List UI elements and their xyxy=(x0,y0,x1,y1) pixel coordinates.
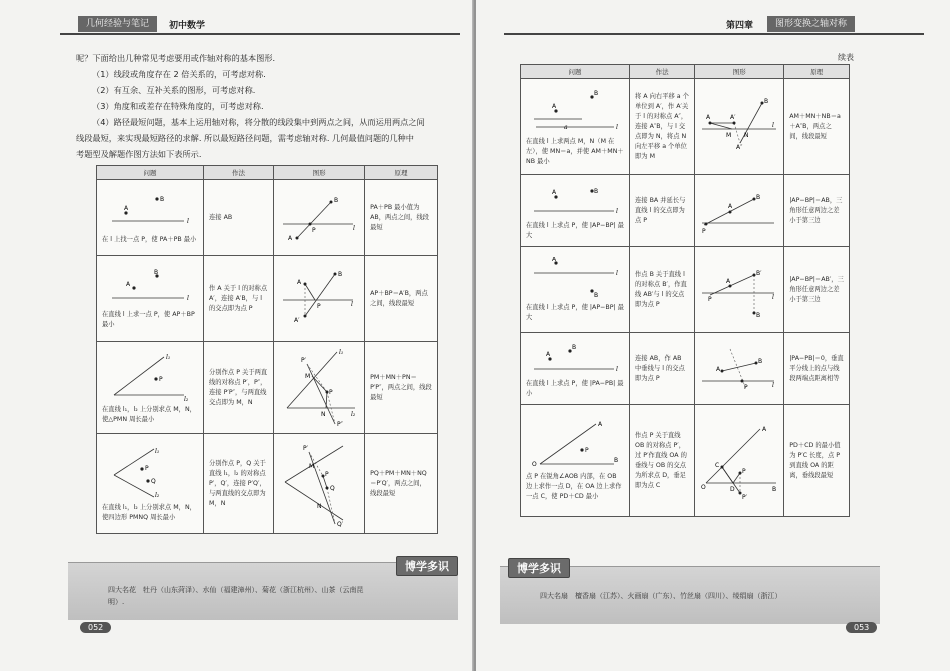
principle-text: PM＋MN＋PN＝P′P″，两点之间，线段最短 xyxy=(365,342,438,434)
svg-text:B: B xyxy=(614,456,619,464)
figure-cell xyxy=(274,256,365,342)
svg-text:A: A xyxy=(552,256,557,263)
figure-cell xyxy=(274,180,365,256)
problem-figure xyxy=(526,339,624,375)
problem-figure xyxy=(526,257,624,299)
solution-figure xyxy=(700,183,778,239)
problem-text: 在直线 l 上求点 P，使 |PA−PB| 最小 xyxy=(526,379,624,397)
principle-text: PD＋CD 的最小值为 P′C 长度，点 P 到直线 OA 的距离，垂线段最短 xyxy=(784,405,850,517)
svg-text:B: B xyxy=(756,311,761,319)
svg-text:A: A xyxy=(706,113,711,121)
svg-text:B: B xyxy=(756,193,761,201)
svg-text:l: l xyxy=(616,207,618,215)
svg-text:P: P xyxy=(325,470,329,478)
solution-figure xyxy=(279,188,359,248)
svg-text:P: P xyxy=(742,467,746,475)
left-method-table xyxy=(96,165,438,534)
svg-text:l: l xyxy=(772,121,775,129)
svg-text:A′: A′ xyxy=(730,113,736,121)
intro-line: （4）路径最短问题，基本上运用轴对称，将分散的线段集中到两点之间，从而运用两点之间 xyxy=(92,117,425,127)
left-page xyxy=(0,0,474,671)
right-page xyxy=(476,0,950,671)
left-header-rule xyxy=(60,33,460,35)
svg-text:M: M xyxy=(726,131,732,139)
figure-cell xyxy=(274,434,365,534)
svg-text:l: l xyxy=(616,123,618,131)
problem-cell xyxy=(97,342,204,434)
table-row xyxy=(97,180,438,256)
right-chapter: 第四章 xyxy=(726,20,754,31)
right-chapter-title: 图形变换之轴对称 xyxy=(767,16,855,32)
svg-text:M: M xyxy=(305,372,311,380)
table-row xyxy=(521,333,850,405)
svg-text:B: B xyxy=(572,343,577,351)
col-header-problem: 问题 xyxy=(97,166,204,180)
svg-text:B: B xyxy=(594,291,599,299)
left-header-subject: 初中数学 xyxy=(169,20,206,31)
svg-text:M: M xyxy=(309,462,315,470)
table-row xyxy=(521,247,850,333)
left-header-tab: 几何经验与笔记 xyxy=(78,16,157,32)
svg-text:l: l xyxy=(616,365,618,373)
table-row xyxy=(521,175,850,247)
method-text: 作点 B 关于直线 l 的对称点 B′，作直线 AB′与 l 的交点即为点 P xyxy=(630,247,695,333)
method-text: 连接 AB，作 AB 中垂线与 l 的交点即为点 P xyxy=(630,333,695,405)
svg-text:l₂: l₂ xyxy=(155,491,160,499)
continued-label: 续表 xyxy=(838,53,854,62)
svg-text:D: D xyxy=(730,485,735,493)
right-fact-badge: 博学多识 xyxy=(508,558,570,578)
solution-figure xyxy=(700,257,778,323)
method-text: 作 A 关于 l 的对称点 A′，连接 A′B，与 l 的交点即为点 P xyxy=(204,256,274,342)
figure-cell xyxy=(274,342,365,434)
svg-text:B: B xyxy=(594,187,599,195)
table-row xyxy=(521,79,850,175)
svg-text:A: A xyxy=(728,202,733,210)
svg-text:l: l xyxy=(353,224,355,232)
table-row xyxy=(97,434,438,534)
principle-text: PQ＋PM＋MN＋NQ＝P′Q′，两点之间，线段最短 xyxy=(365,434,438,534)
right-page-number: 053 xyxy=(846,622,877,633)
solution-figure xyxy=(700,421,778,501)
svg-text:l: l xyxy=(772,293,775,301)
svg-text:B′: B′ xyxy=(756,269,762,277)
solution-figure xyxy=(279,346,359,430)
svg-text:B: B xyxy=(334,196,339,204)
col-header-principle: 原理 xyxy=(784,65,850,79)
svg-text:P: P xyxy=(702,227,706,235)
problem-figure xyxy=(102,268,198,306)
svg-text:P: P xyxy=(317,302,321,310)
left-header xyxy=(78,14,205,34)
svg-text:l: l xyxy=(616,269,618,277)
figure-cell xyxy=(695,333,784,405)
problem-text: 点 P 在锐角∠AOB 内部，在 OB 边上求作一点 D，在 OA 边上求作一点 C，使 PD＋CD 最小 xyxy=(526,472,622,500)
col-header-principle: 原理 xyxy=(365,166,438,180)
table-row xyxy=(521,405,850,517)
col-header-method: 作法 xyxy=(204,166,274,180)
svg-text:B: B xyxy=(160,195,165,203)
problem-text: 在直线 l₁，l₂ 上分别求点 M，N，使四边形 PMNQ 周长最小 xyxy=(102,503,196,521)
problem-text: 在直线 l₁，l₂ 上分别求点 M，N，使△PMN 周长最小 xyxy=(102,405,196,423)
problem-cell xyxy=(97,434,204,534)
svg-text:l₂: l₂ xyxy=(351,410,356,418)
right-fact-text: 四大名扇 檀香扇（江苏）、火画扇（广东）、竹丝扇（四川）、绫绢扇（浙江） xyxy=(540,592,782,600)
svg-text:A′: A′ xyxy=(294,316,300,324)
method-text: 将 A 向右平移 a 个单位到 A′，作 A′关于 l 的对称点 A″，连接 A″B，与 l 交点即为 N，将点 N 向左平移 a 个单位即为 M xyxy=(630,79,695,175)
svg-text:B: B xyxy=(594,89,599,97)
solution-figure xyxy=(279,266,359,332)
svg-text:O: O xyxy=(532,460,537,468)
intro-line: 呢？下面给出几种常见考虑要用或作轴对称的基本图形. xyxy=(76,53,276,63)
svg-text:a: a xyxy=(564,123,568,131)
method-text: 分别作点 P，Q 关于直线 l₁，l₂ 的对称点 P′，Q′，连接 P′Q′，与两直线的交点即为 M，N xyxy=(204,434,274,534)
svg-text:l: l xyxy=(187,217,189,225)
svg-text:P: P xyxy=(329,388,333,396)
intro-line: （1）线段或角度存在 2 倍关系的，可考虑对称. xyxy=(92,69,266,79)
principle-text: |PA−PB|＝0，垂直平分线上的点与线段两端点距离相等 xyxy=(784,333,850,405)
intro-paragraph xyxy=(76,50,448,162)
svg-text:N: N xyxy=(321,410,326,418)
principle-text: |AP−BP|＝AB′，三角形任意两边之差小于第三边 xyxy=(784,247,850,333)
principle-text: |AP−BP|＝AB，三角形任意两边之差小于第三边 xyxy=(784,175,850,247)
intro-line: 线段最短，来实现最短路径的求解. 所以最短路径问题，需考虑轴对称. 几何最值问题的几种中 xyxy=(76,133,414,143)
svg-text:B: B xyxy=(764,97,769,105)
svg-text:B: B xyxy=(772,485,777,493)
svg-text:P: P xyxy=(312,226,316,234)
svg-text:P″: P″ xyxy=(337,420,343,428)
svg-text:B: B xyxy=(338,270,343,278)
svg-text:l: l xyxy=(351,300,353,308)
svg-text:P′: P′ xyxy=(301,356,307,364)
solution-figure xyxy=(700,341,778,397)
left-fact-line: 明）. xyxy=(108,598,125,606)
problem-figure xyxy=(526,420,624,468)
svg-text:N: N xyxy=(317,502,322,510)
problem-text: 在直线 l 上求两点 M，N（M 在左），使 MN＝a，并使 AM＋MN＋NB 最小 xyxy=(526,137,624,165)
problem-cell xyxy=(521,175,630,247)
svg-text:N: N xyxy=(744,131,749,139)
problem-figure xyxy=(526,181,624,217)
problem-cell xyxy=(521,79,630,175)
problem-cell xyxy=(97,256,204,342)
principle-text: AM＋MN＋NB＝a＋A″B，两点之间，线段最短 xyxy=(784,79,850,175)
svg-text:C: C xyxy=(715,461,720,469)
svg-text:A: A xyxy=(124,204,129,212)
svg-text:P: P xyxy=(585,446,589,454)
intro-line: 考题型及解题作图方法如下表所示. xyxy=(76,149,202,159)
svg-text:l₂: l₂ xyxy=(184,395,189,401)
svg-text:l: l xyxy=(187,294,189,302)
figure-cell xyxy=(695,175,784,247)
svg-text:A: A xyxy=(552,102,557,110)
figure-cell xyxy=(695,247,784,333)
problem-figure xyxy=(102,351,198,401)
svg-text:P′: P′ xyxy=(742,493,748,501)
method-text: 分别作点 P 关于两直线的对称点 P′，P″，连接 P′P″，与两直线交点即为 M，N xyxy=(204,342,274,434)
left-page-number: 052 xyxy=(80,622,111,633)
problem-text: 在直线 l 上求一点 P，使 AP＋BP 最小 xyxy=(102,310,195,328)
intro-line: （2）有互余、互补关系的图形，可考虑对称. xyxy=(92,85,256,95)
problem-text: 在 l 上找一点 P，使 PA＋PB 最小 xyxy=(102,235,197,243)
svg-text:A: A xyxy=(288,234,293,242)
svg-text:B: B xyxy=(758,357,763,365)
problem-text: 在直线 l 上求点 P，使 |AP−BP| 最大 xyxy=(526,221,624,239)
svg-text:A: A xyxy=(726,277,731,285)
left-fact-text xyxy=(108,584,448,608)
svg-text:l₁: l₁ xyxy=(339,348,344,356)
col-header-figure: 图形 xyxy=(274,166,365,180)
svg-text:P: P xyxy=(744,383,748,391)
svg-text:P′: P′ xyxy=(303,444,309,452)
svg-text:A: A xyxy=(126,280,131,288)
method-text: 作点 P 关于直线 OB 的对称点 P′，过 P′作直线 OA 的垂线与 OB 的交点为所求点 D，垂足即为点 C xyxy=(630,405,695,517)
right-header xyxy=(726,14,855,34)
svg-text:A: A xyxy=(552,188,557,196)
problem-text: 在直线 l 上求点 P，使 |AP−BP| 最大 xyxy=(526,303,624,321)
col-header-figure: 图形 xyxy=(695,65,784,79)
problem-figure xyxy=(102,191,198,231)
svg-text:A: A xyxy=(716,365,721,373)
svg-text:P: P xyxy=(159,375,163,383)
figure-cell xyxy=(695,79,784,175)
svg-text:l₁: l₁ xyxy=(155,447,160,455)
figure-cell xyxy=(695,405,784,517)
method-text: 连接 AB xyxy=(204,180,274,256)
method-text: 连接 BA 并延长与直线 l 的交点即为点 P xyxy=(630,175,695,247)
problem-cell xyxy=(521,247,630,333)
svg-text:l: l xyxy=(772,381,775,389)
problem-cell xyxy=(97,180,204,256)
solution-figure xyxy=(279,438,359,530)
intro-line: （3）角度和或差存在特殊角度的，可考虑对称. xyxy=(92,101,264,111)
principle-text: AP＋BP＝A′B，两点之间，线段最短 xyxy=(365,256,438,342)
svg-text:A: A xyxy=(297,278,302,286)
svg-text:A″: A″ xyxy=(736,143,743,151)
svg-text:P: P xyxy=(145,464,149,472)
solution-figure xyxy=(700,87,778,167)
svg-text:Q: Q xyxy=(151,477,156,485)
table-row xyxy=(97,342,438,434)
svg-text:A: A xyxy=(546,350,551,358)
svg-text:P: P xyxy=(708,295,712,303)
left-fact-badge: 博学多识 xyxy=(396,556,458,576)
svg-text:O: O xyxy=(701,483,706,491)
problem-cell xyxy=(521,405,630,517)
svg-text:Q′: Q′ xyxy=(337,520,344,528)
svg-text:B: B xyxy=(154,268,159,276)
left-fact-line: 四大名花 牡丹（山东菏泽）、水仙（福建漳州）、菊花（浙江杭州）、山茶（云南昆 xyxy=(108,586,364,594)
right-method-table xyxy=(520,64,850,517)
svg-text:Q: Q xyxy=(330,484,335,492)
svg-text:A: A xyxy=(598,420,603,428)
col-header-method: 作法 xyxy=(630,65,695,79)
problem-figure xyxy=(526,87,624,133)
svg-text:A: A xyxy=(762,425,767,433)
principle-text: PA＋PB 最小值为 AB，两点之间，线段最短 xyxy=(365,180,438,256)
right-header-rule xyxy=(504,33,924,35)
table-row xyxy=(97,256,438,342)
col-header-problem: 问题 xyxy=(521,65,630,79)
problem-cell xyxy=(521,333,630,405)
svg-text:l₁: l₁ xyxy=(166,353,171,361)
problem-figure xyxy=(102,445,198,499)
